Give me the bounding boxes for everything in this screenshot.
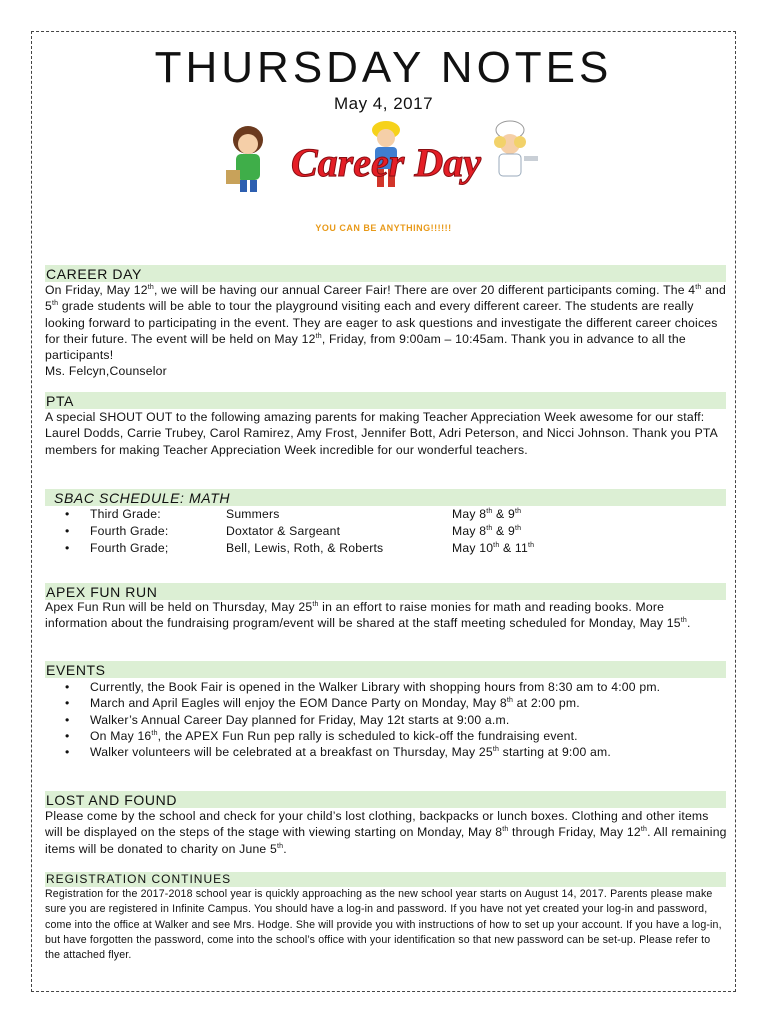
lost-and-found-text: Please come by the school and check for your child’s lost clothing, backpacks or lunch boxes. Clothing and other items will be displayed on the steps of the stage with viewing starting on Monday, May 8th through Friday, May 12th. All remaining items will be donated to charity on June 5th. (45, 809, 727, 856)
career-day-text: On Friday, May 12th, we will be having our annual Career Fair! There are over 20 different participants coming. The 4th and 5th grade students will be able to tour the playground visiting each and every different career. The students are really looking forward to participating in the event. They are eager to ask questions and investigate the different career choices for their future. The event will be held on May 12th, Friday, from 9:00am – 10:45am. Thank you in advance to all the participants! Ms. Felcyn,Counselor (45, 283, 727, 379)
list-item: • Walker volunteers will be celebrated at a breakfast on Thursday, May 25th starting at 9:00 am. (45, 744, 725, 760)
sbac-heading: SBAC SCHEDULE: MATH (45, 489, 726, 506)
registration-text: Registration for the 2017-2018 school year is quickly approaching as the new school year starts on August 14, 2017. Parents please make sure you are registered in Infinite Campus. You should have a log-in and password. If you have not yet created your log-in and password, come into the office at Walker and see Mrs. Hodge. She will provide you with instructions of how to set up your account. If you have a log-in, but have forgotten the password, come into the school’s office with your identification so that new password can be set-up. Please refer to the attached flyer. (45, 888, 722, 962)
list-item: • Fourth Grade; Bell, Lewis, Roth, & Roberts May 10th & 11th (45, 540, 725, 557)
newsletter-date: May 4, 2017 (333, 94, 434, 113)
career-day-logo (220, 118, 546, 196)
page-title: THURSDAY NOTES (154, 43, 613, 92)
career-day-heading: CAREER DAY (45, 265, 726, 282)
list-item: • On May 16th, the APEX Fun Run pep rally is scheduled to kick-off the fundraising event. (45, 728, 725, 744)
list-item: • Fourth Grade: Doxtator & Sargeant May 8th & 9th (45, 523, 725, 540)
list-item: • March and April Eagles will enjoy the EOM Dance Party on Monday, May 8th at 2:00 pm. (45, 695, 725, 711)
events-heading: EVENTS (45, 661, 726, 678)
child-figure-left-icon (226, 126, 263, 192)
apex-fun-run-text: Apex Fun Run will be held on Thursday, May 25th in an effort to raise monies for math and reading books. More information about the fundraising program/event will be shared at the staff meeting scheduled for Monday, May 15th. (45, 600, 691, 631)
apex-fun-run-heading: APEX FUN RUN (45, 583, 726, 600)
pta-heading: PTA (45, 392, 726, 409)
tagline: YOU CAN BE ANYTHING!!!!!! (315, 223, 452, 233)
child-figure-chef-icon (494, 121, 538, 176)
list-item: • Currently, the Book Fair is opened in the Walker Library with shopping hours from 8:30 am to 4:00 pm. (45, 679, 725, 695)
registration-heading: REGISTRATION CONTINUES (45, 872, 726, 887)
counselor-signature: Ms. Felcyn,Counselor (45, 364, 167, 379)
sbac-schedule-list (45, 506, 725, 557)
logo-text: Career Day (291, 140, 481, 185)
events-list (45, 679, 725, 760)
pta-text: A special SHOUT OUT to the following amazing parents for making Teacher Appreciation Week awesome for our staff: Laurel Dodds, Carrie Trubey, Carol Ramirez, Amy Frost, Jennifer Bott, Adri Peterson, and Nicci Johnson. Thank you PTA members for making Teacher Appreciation Week incredible for our wonderful teachers. (45, 410, 718, 457)
newsletter-page (31, 31, 736, 992)
list-item: • Walker’s Annual Career Day planned for Friday, May 12t starts at 9:00 a.m. (45, 712, 725, 728)
lost-and-found-heading: LOST AND FOUND (45, 791, 726, 808)
list-item: • Third Grade: Summers May 8th & 9th (45, 506, 725, 523)
